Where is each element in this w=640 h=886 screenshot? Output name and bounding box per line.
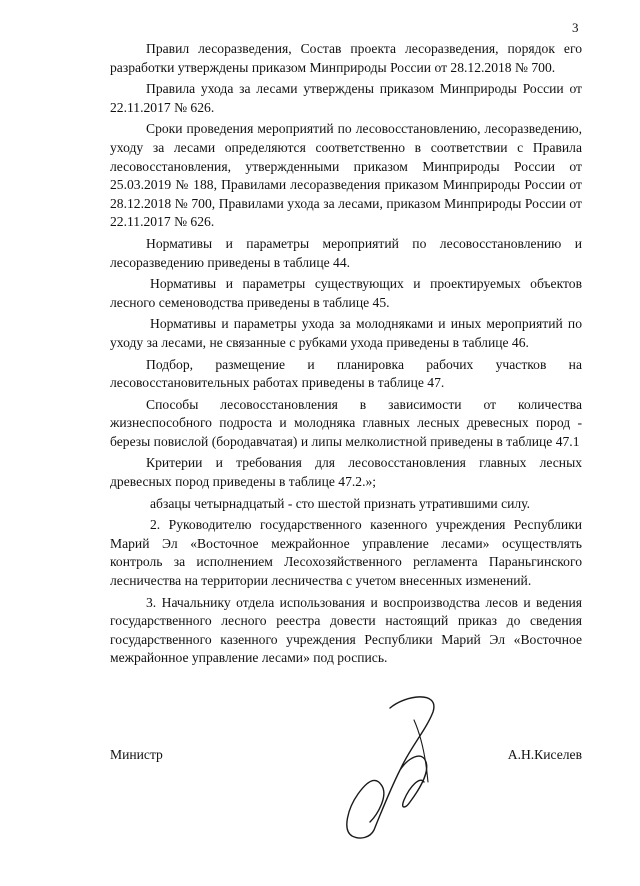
page-number: 3 [572, 20, 579, 35]
paragraph-1: Правил лесоразведения, Состав проекта лесоразведения, порядок его разработки утверждены приказом Минприроды России от 28.12.2018 № 700. [110, 41, 582, 75]
signatory-title: Министр [110, 747, 163, 762]
handwritten-signature [330, 690, 450, 840]
paragraph-11: 2. Руководителю государственного казенного учреждения Республики Марий Эл «Восточное межрайонное управление лесами» осуществлять контроль за исполнением Лесохозяйственного регламента Параньгинского лесничества на территории лесничества с учетом внесенных изменений. [110, 517, 582, 589]
paragraph-5: Нормативы и параметры существующих и проектируемых объектов лесного семеноводства приведены в таблице 45. [110, 276, 582, 310]
signatory-name: А.Н.Киселев [507, 747, 582, 762]
paragraph-9: Критерии и требования для лесовосстановления главных лесных древесных пород приведены в таблице 47.2.»; [110, 455, 582, 490]
paragraph-10: абзацы четырнадцатый - сто шестой признать утратившими силу. [150, 495, 531, 511]
paragraph-3: Сроки проведения мероприятий по лесовосстановлению, лесоразведению, уходу за лесами определяются соответственно в соответствии с Правила лесовосстановления, утвержденными приказом Минприроды России от 25.03.2019 № 188, Правилами лесоразведения приказом Минприроды России от 28.12.2018 № 700, Правилами ухода за лесами, приказом Минприроды России от 22.11.2017 № 626. [110, 121, 582, 230]
paragraph-6: Нормативы и параметры ухода за молодняками и иных мероприятий по уходу за лесами, не связанные с рубками ухода приведены в таблице 46. [110, 316, 582, 350]
paragraph-12: 3. Начальнику отдела использования и воспроизводства лесов и ведения государственного лесного реестра довести настоящий приказ до сведения государственного казенного учреждения Республики Марий Эл «Восточное межрайонное управление лесами» под роспись. [110, 594, 582, 666]
paragraph-4: Нормативы и параметры мероприятий по лесовосстановлению и лесоразведению приведены в таблице 44. [110, 235, 582, 270]
document-body [110, 40, 582, 671]
paragraph-8: Способы лесовосстановления в зависимости от количества жизнеспособного подроста и молодняка главных лесных древесных пород - березы повислой (бородавчатая) и липы мелколистной приведены в таблице 47.1 [110, 396, 582, 449]
signoff-block [110, 747, 582, 763]
paragraph-7: Подбор, размещение и планировка рабочих участков на лесовосстановительных работах приведены в таблице 47. [110, 356, 582, 391]
paragraph-2: Правила ухода за лесами утверждены приказом Минприроды России от 22.11.2017 № 626. [110, 81, 582, 115]
